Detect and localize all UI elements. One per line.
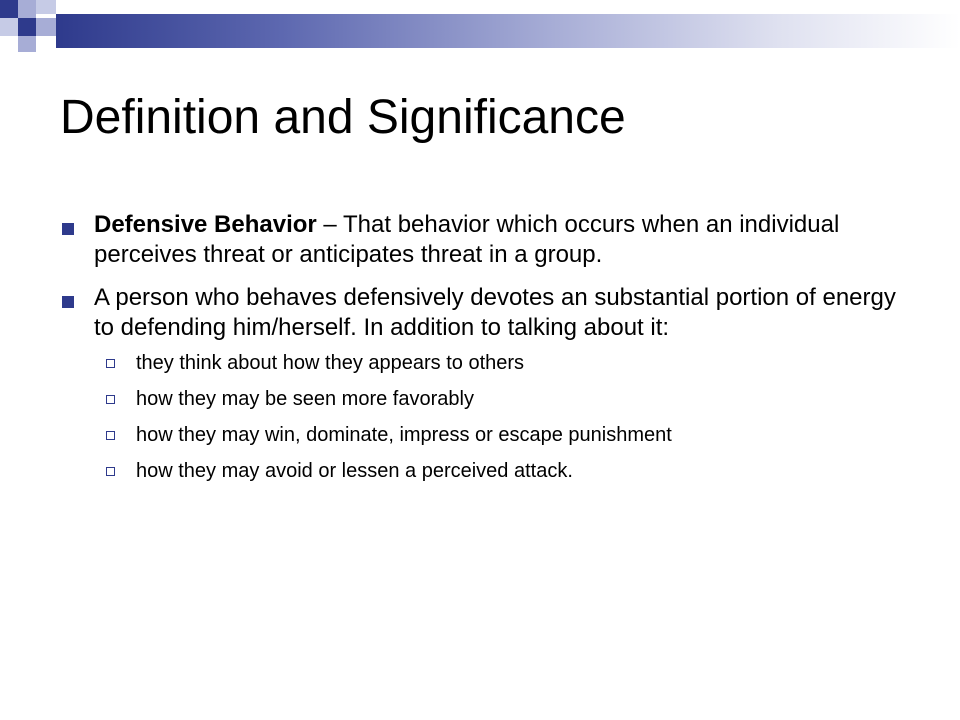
bullet-list — [60, 210, 910, 496]
term-label: Defensive Behavior — [94, 211, 317, 238]
sub-bullet-item — [60, 387, 910, 411]
sub-bullet-text: how they may win, dominate, impress or escape punishment — [136, 424, 672, 446]
decorative-square-icon — [36, 0, 56, 14]
sub-bullet-list — [94, 351, 910, 483]
hollow-square-bullet-icon — [106, 359, 115, 368]
bullet-text: A person who behaves defensively devotes an substantial portion of energy to defending him/herself. In addition to talking about it: — [94, 284, 896, 341]
header-gradient-band — [56, 14, 960, 48]
bullet-item — [60, 283, 910, 483]
square-bullet-icon — [62, 296, 74, 308]
sub-bullet-text: how they may avoid or lessen a perceived attack. — [136, 460, 573, 482]
sub-bullet-text: how they may be seen more favorably — [136, 388, 474, 410]
bullet-item — [60, 210, 910, 270]
hollow-square-bullet-icon — [106, 431, 115, 440]
decorative-header-bar — [0, 0, 960, 60]
hollow-square-bullet-icon — [106, 467, 115, 476]
decorative-square-icon — [18, 0, 36, 18]
sub-bullet-item — [60, 351, 910, 375]
decorative-square-icon — [36, 36, 56, 52]
decorative-square-icon — [36, 18, 56, 36]
sub-bullet-text: they think about how they appears to others — [136, 352, 525, 374]
hollow-square-bullet-icon — [106, 395, 115, 404]
decorative-square-icon — [18, 36, 36, 52]
decorative-square-icon — [0, 0, 18, 18]
slide-title: Definition and Significance — [60, 91, 626, 144]
bullet-text: – That behavior which occurs when an individual perceives threat or anticipates threat in a group. — [94, 211, 840, 268]
sub-bullet-item — [60, 459, 910, 483]
decorative-square-icon — [18, 18, 36, 36]
decorative-square-icon — [0, 18, 18, 36]
square-bullet-icon — [62, 223, 74, 235]
sub-bullet-item — [60, 423, 910, 447]
